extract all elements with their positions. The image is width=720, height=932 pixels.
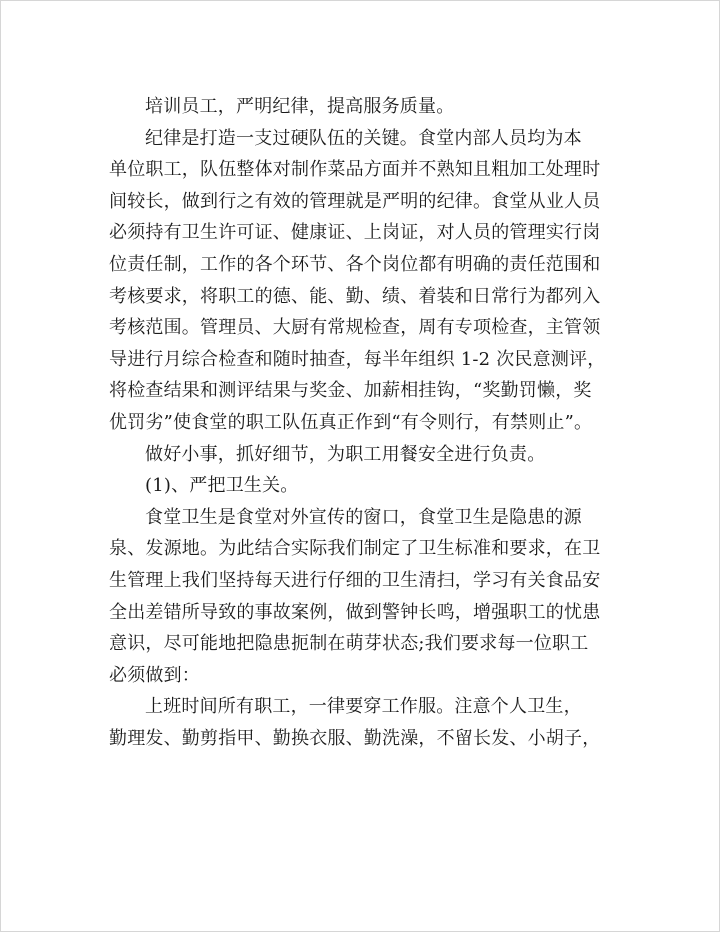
text-line: 考核范围。管理员、大厨有常规检查，周有专项检查，主管领 [109, 317, 601, 339]
text-line: 生管理上我们坚持每天进行仔细的卫生清扫，学习有关食品安 [109, 569, 601, 591]
text-line: 培训员工，严明纪律，提高服务质量。 [145, 96, 455, 117]
text-line: 上班时间所有职工，一律要穿工作服。注意个人卫生， [145, 696, 582, 718]
text-line: 意识，尽可能地把隐患扼制在萌芽状态;我们要求每一位职工 [109, 633, 589, 655]
text-line: 纪律是打造一支过硬队伍的关键。食堂内部人员均为本 [145, 127, 582, 149]
text-line: 食堂卫生是食堂对外宣传的窗口，食堂卫生是隐患的源 [145, 506, 582, 528]
document-body [109, 91, 609, 754]
text-line: 全出差错所导致的事故案例，做到警钟长鸣，增强职工的忧患 [109, 601, 601, 623]
text-line: 导进行月综合检查和随时抽查，每半年组织 1-2 次民意测评， [109, 348, 606, 370]
text-line: 做好小事，抓好细节，为职工用餐安全进行负责。 [145, 443, 546, 465]
text-line: 间较长，做到行之有效的管理就是严明的纪律。食堂从业人员 [109, 190, 601, 212]
text-line: 必须做到： [109, 664, 200, 686]
text-line: 勤理发、勤剪指甲、勤换衣服、勤洗澡，不留长发、小胡子， [109, 727, 601, 749]
text-line: 优罚劣”使食堂的职工队伍真正作到“有令则行，有禁则止”。 [109, 411, 593, 433]
text-line: 必须持有卫生许可证、健康证、上岗证，对人员的管理实行岗 [109, 222, 601, 244]
text-line: (1)、严把卫生关。 [145, 475, 299, 497]
text-line: 考核要求，将职工的德、能、勤、绩、着装和日常行为都列入 [109, 285, 601, 307]
text-line: 位责任制，工作的各个环节、各个岗位都有明确的责任范围和 [109, 253, 601, 275]
text-line: 单位职工，队伍整体对制作菜品方面并不熟知且粗加工处理时 [109, 159, 601, 181]
text-line: 将检查结果和测评结果与奖金、加薪相挂钩，“奖勤罚懒，奖 [109, 380, 592, 402]
text-line: 泉、发源地。为此结合实际我们制定了卫生标准和要求，在卫 [109, 538, 601, 560]
